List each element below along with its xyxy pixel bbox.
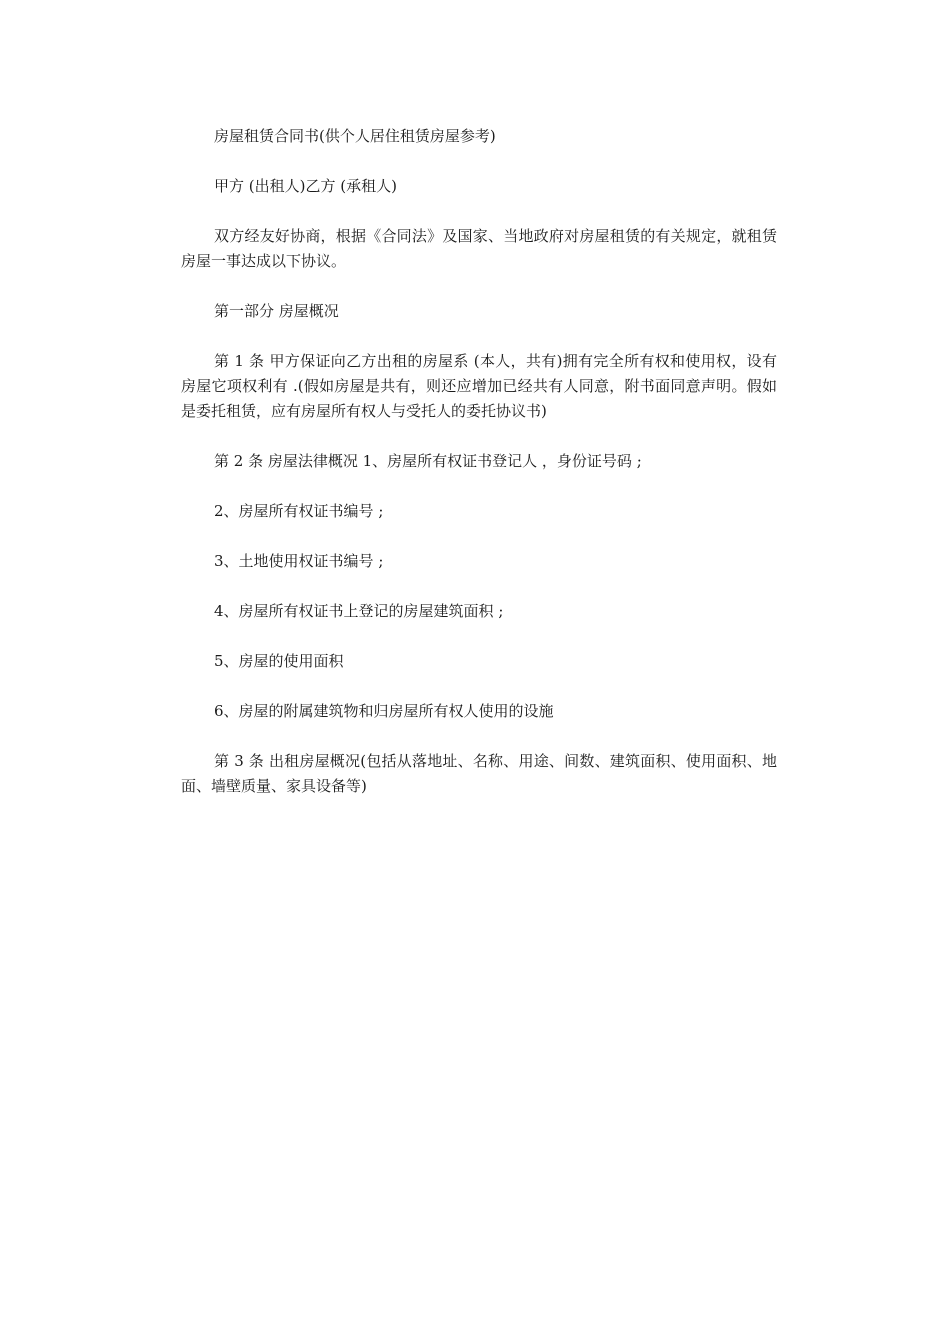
article-2-item-4: 4、房屋所有权证书上登记的房屋建筑面积 ;	[214, 602, 504, 620]
article-2-item-2: 2、房屋所有权证书编号 ;	[214, 502, 384, 520]
document-title: 房屋租赁合同书(供个人居住租赁房屋参考)	[214, 127, 496, 145]
article-2-paragraph: 第 2 条 房屋法律概况 1、房屋所有权证书登记人 ，身份证号码 ;	[214, 452, 642, 470]
preamble-paragraph: 双方经友好协商，根据《合同法》及国家、当地政府对房屋租赁的有关规定，就租赁房屋一事达成以下协议。	[181, 227, 777, 270]
part-one-heading: 第一部分 房屋概况	[214, 302, 339, 320]
document-body	[181, 124, 777, 824]
article-1-paragraph: 第 1 条 甲方保证向乙方出租的房屋系 (本人，共有)拥有完全所有权和使用权，设有房屋它项权利有 .(假如房屋是共有，则还应增加已经共有人同意，附书面同意声明。假如是委托租赁，应有房屋所有权人与受托人的委托协议书)	[181, 352, 777, 420]
article-2-item-6: 6、房屋的附属建筑物和归房屋所有权人使用的设施	[214, 702, 554, 720]
parties-line: 甲方 (出租人)乙方 (承租人)	[214, 177, 397, 195]
article-2-item-5: 5、房屋的使用面积	[214, 652, 344, 670]
article-2-item-3: 3、土地使用权证书编号 ;	[214, 552, 384, 570]
article-3-paragraph: 第 3 条 出租房屋概况(包括从落地址、名称、用途、间数、建筑面积、使用面积、地面、墙壁质量、家具设备等)	[181, 752, 777, 795]
